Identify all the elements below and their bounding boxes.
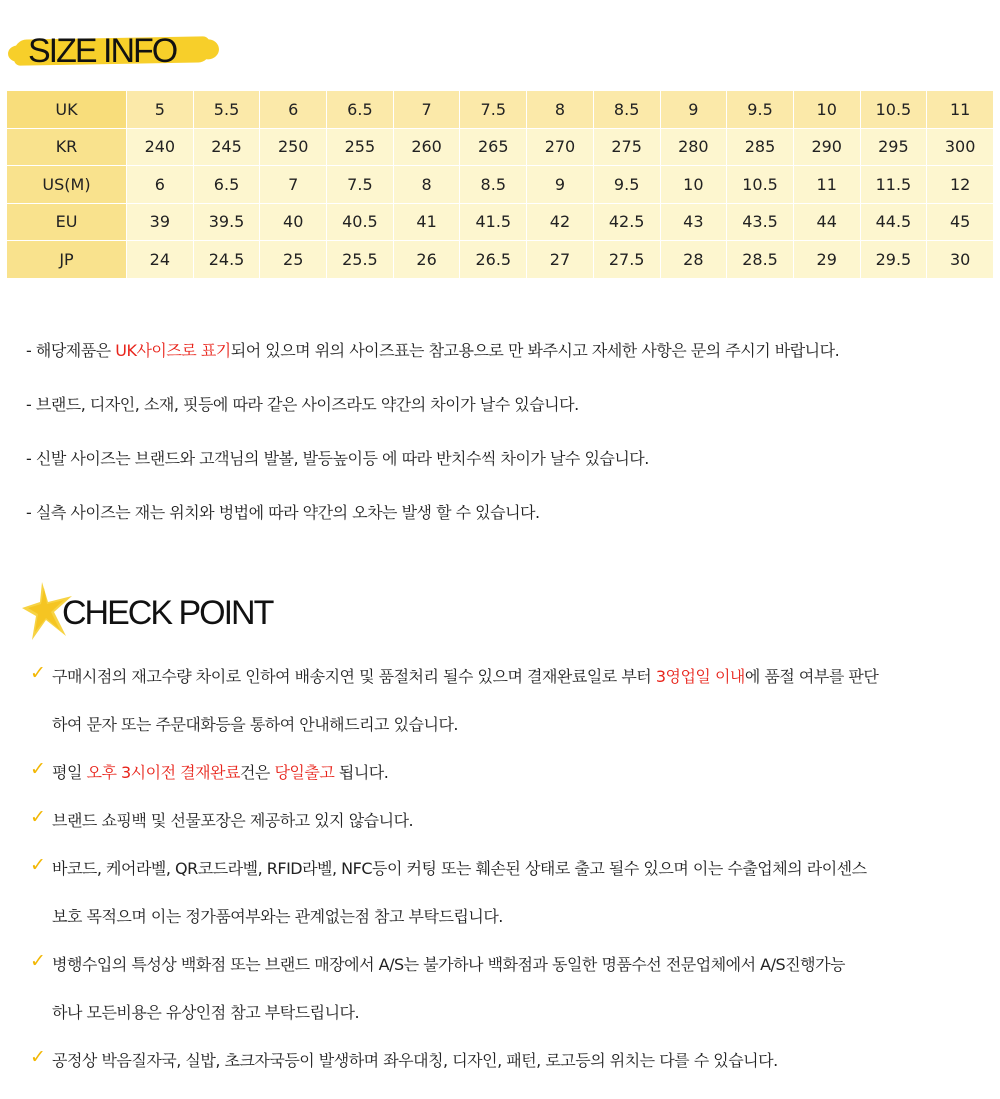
checkmark-icon: ✓	[30, 806, 46, 828]
highlight-text: 3영업일 이내	[655, 667, 745, 686]
size-table	[6, 90, 994, 279]
table-cell: 10.5	[727, 166, 794, 204]
table-cell: 41.5	[460, 203, 527, 241]
table-cell: 39	[127, 203, 194, 241]
row-header: UK	[7, 91, 127, 129]
table-cell: 29.5	[860, 241, 927, 279]
table-cell: 30	[927, 241, 994, 279]
table-cell: 290	[793, 128, 860, 166]
table-cell: 6.5	[327, 91, 394, 129]
table-cell: 9.5	[593, 166, 660, 204]
table-cell: 28	[660, 241, 727, 279]
row-header: JP	[7, 241, 127, 279]
note-line: - 브랜드, 디자인, 소재, 핏등에 따라 같은 사이즈라도 약간의 차이가 날수 있습니다.	[26, 395, 579, 414]
table-cell: 8	[527, 91, 594, 129]
table-cell: 42	[527, 203, 594, 241]
table-cell: 7	[260, 166, 327, 204]
table-cell: 27	[527, 241, 594, 279]
check-point-list	[30, 664, 878, 1096]
table-cell: 26.5	[460, 241, 527, 279]
table-cell: 8	[393, 166, 460, 204]
table-cell: 41	[393, 203, 460, 241]
table-cell: 40	[260, 203, 327, 241]
table-cell: 39.5	[193, 203, 260, 241]
table-cell: 11	[793, 166, 860, 204]
table-cell: 24	[127, 241, 194, 279]
table-row	[7, 241, 994, 279]
table-cell: 45	[927, 203, 994, 241]
table-row	[7, 166, 994, 204]
check-point-item: ✓ 브랜드 쇼핑백 및 선물포장은 제공하고 있지 않습니다.	[30, 806, 414, 830]
checkmark-icon: ✓	[30, 662, 46, 684]
table-cell: 245	[193, 128, 260, 166]
check-point-item: ✓ 평일 오후 3시이전 결재완료건은 당일출고 됩니다.	[30, 758, 389, 782]
row-header: US(M)	[7, 166, 127, 204]
table-cell: 8.5	[460, 166, 527, 204]
table-cell: 6	[260, 91, 327, 129]
table-cell: 11	[927, 91, 994, 129]
note-line: - 해당제품은 UK사이즈로 표기되어 있으며 위의 사이즈표는 참고용으로 만 봐주시고 자세한 사항은 문의 주시기 바랍니다.	[26, 341, 840, 360]
table-cell: 43	[660, 203, 727, 241]
check-point-item: ✓ 바코드, 케어라벨, QR코드라벨, RFID라벨, NFC등이 커팅 또는 훼손된 상태로 출고 될수 있으며 이는 수출업체의 라이센스	[30, 854, 867, 878]
table-row	[7, 128, 994, 166]
table-cell: 285	[727, 128, 794, 166]
table-cell: 7	[393, 91, 460, 129]
check-point-item: 하나 모든비용은 유상인점 참고 부탁드립니다.	[52, 1003, 360, 1022]
table-cell: 24.5	[193, 241, 260, 279]
row-header: KR	[7, 128, 127, 166]
table-cell: 9	[660, 91, 727, 129]
highlight-text: 오후 3시이전 결재완료	[86, 763, 240, 782]
table-cell: 10	[660, 166, 727, 204]
table-cell: 10.5	[860, 91, 927, 129]
highlight-text: UK사이즈로 표기	[115, 341, 231, 360]
table-cell: 25.5	[327, 241, 394, 279]
note-line: - 신발 사이즈는 브랜드와 고객님의 발볼, 발등높이등 에 따라 반치수씩 차이가 날수 있습니다.	[26, 449, 649, 468]
table-cell: 6.5	[193, 166, 260, 204]
highlight-text: 당일출고	[274, 763, 335, 782]
table-cell: 27.5	[593, 241, 660, 279]
table-row	[7, 203, 994, 241]
table-cell: 5.5	[193, 91, 260, 129]
table-cell: 9	[527, 166, 594, 204]
table-cell: 5	[127, 91, 194, 129]
table-cell: 40.5	[327, 203, 394, 241]
table-cell: 240	[127, 128, 194, 166]
table-cell: 11.5	[860, 166, 927, 204]
check-point-item: ✓ 공정상 박음질자국, 실밥, 초크자국등이 발생하며 좌우대칭, 디자인, 패턴, 로고등의 위치는 다를 수 있습니다.	[30, 1046, 778, 1070]
size-info-heading	[14, 30, 177, 70]
check-point-title: CHECK POINT	[62, 594, 273, 632]
table-cell: 9.5	[727, 91, 794, 129]
table-cell: 43.5	[727, 203, 794, 241]
check-point-item: 보호 목적으며 이는 정가품여부와는 관계없는점 참고 부탁드립니다.	[52, 907, 503, 926]
check-point-item: 하여 문자 또는 주문대화등을 통하여 안내해드리고 있습니다.	[52, 715, 459, 734]
table-row	[7, 91, 994, 129]
checkmark-icon: ✓	[30, 758, 46, 780]
size-notes	[26, 338, 839, 554]
table-cell: 7.5	[460, 91, 527, 129]
table-cell: 10	[793, 91, 860, 129]
row-header: EU	[7, 203, 127, 241]
check-point-item: ✓ 구매시점의 재고수량 차이로 인하여 배송지연 및 품절처리 될수 있으며 결재완료일로 부터 3영업일 이내에 품절 여부를 판단	[30, 662, 879, 686]
size-info-title: SIZE INFO	[28, 32, 177, 70]
table-cell: 12	[927, 166, 994, 204]
check-point-heading	[20, 578, 320, 648]
table-cell: 300	[927, 128, 994, 166]
table-cell: 25	[260, 241, 327, 279]
table-cell: 6	[127, 166, 194, 204]
table-cell: 260	[393, 128, 460, 166]
table-cell: 295	[860, 128, 927, 166]
table-cell: 7.5	[327, 166, 394, 204]
table-cell: 275	[593, 128, 660, 166]
check-point-item: ✓ 병행수입의 특성상 백화점 또는 브랜드 매장에서 A/S는 불가하나 백화점과 동일한 명품수선 전문업체에서 A/S진행가능	[30, 950, 845, 974]
table-cell: 28.5	[727, 241, 794, 279]
checkmark-icon: ✓	[30, 950, 46, 972]
table-cell: 8.5	[593, 91, 660, 129]
table-cell: 42.5	[593, 203, 660, 241]
table-cell: 44	[793, 203, 860, 241]
table-cell: 255	[327, 128, 394, 166]
checkmark-icon: ✓	[30, 854, 46, 876]
note-line: - 실측 사이즈는 재는 위치와 벙법에 따라 약간의 오차는 발생 할 수 있습니다.	[26, 503, 540, 522]
checkmark-icon: ✓	[30, 1046, 46, 1068]
table-cell: 29	[793, 241, 860, 279]
table-cell: 265	[460, 128, 527, 166]
table-cell: 270	[527, 128, 594, 166]
table-cell: 44.5	[860, 203, 927, 241]
table-cell: 26	[393, 241, 460, 279]
table-cell: 280	[660, 128, 727, 166]
table-cell: 250	[260, 128, 327, 166]
